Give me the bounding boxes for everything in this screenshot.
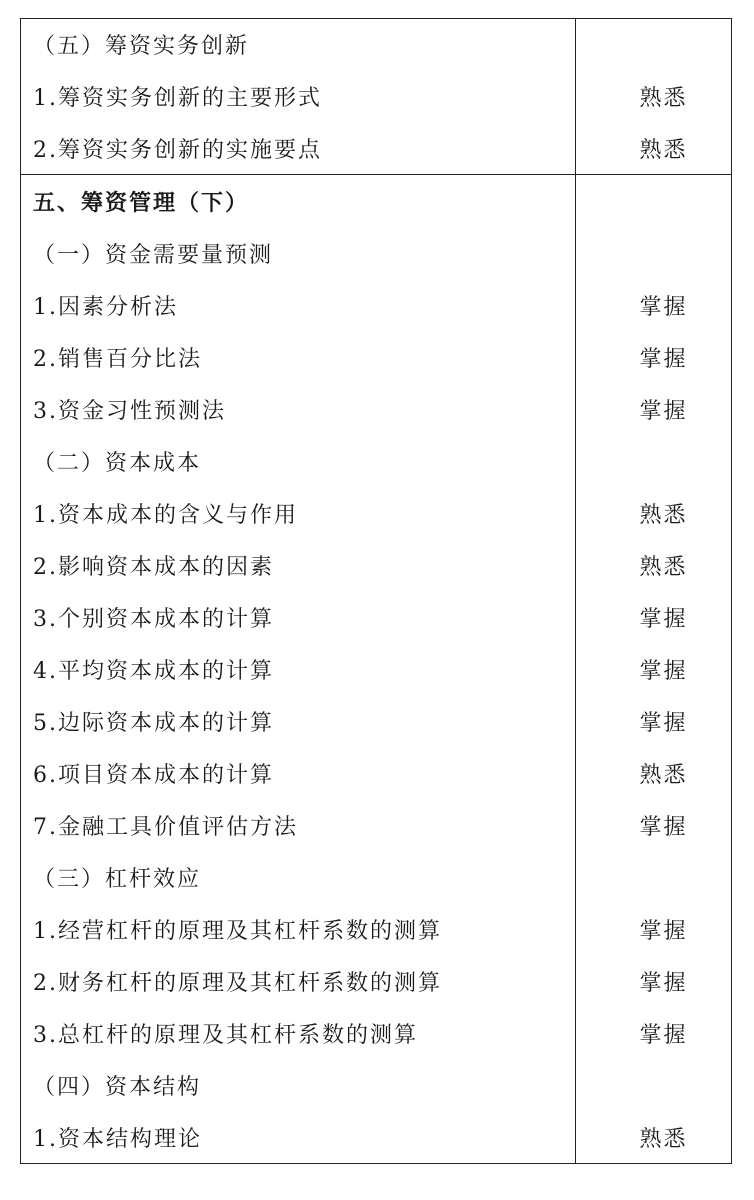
mastery-level: 熟悉 (639, 1126, 688, 1152)
item-title: 2.影响资本成本的因素 (21, 539, 576, 591)
item-title: 1.筹资实务创新的主要形式 (21, 70, 576, 122)
mastery-level: 掌握 (639, 1022, 688, 1048)
mastery-level: 掌握 (639, 606, 688, 632)
mastery-level: 熟悉 (639, 137, 688, 163)
mastery-level: 熟悉 (639, 554, 688, 580)
item-title: 7.金融工具价值评估方法 (21, 799, 576, 851)
table-row (21, 903, 731, 955)
mastery-level: 熟悉 (639, 502, 688, 528)
mastery-level: 掌握 (639, 346, 688, 372)
table-section (21, 174, 731, 1163)
table-row (21, 539, 731, 591)
subsection-heading-row (21, 851, 731, 903)
table-row (21, 799, 731, 851)
item-title: 1.资本结构理论 (21, 1111, 576, 1163)
item-title: （三）杠杆效应 (21, 851, 576, 903)
item-title: 3.资金习性预测法 (21, 383, 576, 435)
mastery-level: 熟悉 (639, 762, 688, 788)
subsection-heading-row (21, 1059, 731, 1111)
mastery-level: 掌握 (639, 814, 688, 840)
table-row (21, 643, 731, 695)
table-row (21, 695, 731, 747)
mastery-level: 掌握 (639, 658, 688, 684)
table-row (21, 70, 731, 122)
item-title: （五）筹资实务创新 (21, 19, 576, 70)
table-row (21, 1111, 731, 1163)
mastery-level: 熟悉 (639, 85, 688, 111)
item-title: 3.个别资本成本的计算 (21, 591, 576, 643)
table-row (21, 331, 731, 383)
syllabus-table (20, 18, 732, 1164)
item-title: 4.平均资本成本的计算 (21, 643, 576, 695)
subsection-heading-row (21, 435, 731, 487)
item-title: 1.因素分析法 (21, 279, 576, 331)
item-title: （一）资金需要量预测 (21, 227, 576, 279)
item-title: 1.经营杠杆的原理及其杠杆系数的测算 (21, 903, 576, 955)
item-title: 1.资本成本的含义与作用 (21, 487, 576, 539)
table-row (21, 1007, 731, 1059)
mastery-level: 掌握 (639, 970, 688, 996)
item-title: （二）资本成本 (21, 435, 576, 487)
mastery-level: 掌握 (639, 294, 688, 320)
subsection-heading-row (21, 19, 731, 70)
item-title: 2.筹资实务创新的实施要点 (21, 122, 576, 174)
mastery-level: 掌握 (639, 398, 688, 424)
mastery-level: 掌握 (639, 710, 688, 736)
table-row (21, 279, 731, 331)
mastery-level: 掌握 (639, 918, 688, 944)
table-section (21, 19, 731, 174)
item-title: 5.边际资本成本的计算 (21, 695, 576, 747)
table-row (21, 122, 731, 174)
table-row (21, 487, 731, 539)
table-row (21, 955, 731, 1007)
item-title: 2.财务杠杆的原理及其杠杆系数的测算 (21, 955, 576, 1007)
item-title: 五、筹资管理（下） (21, 175, 576, 227)
table-row (21, 383, 731, 435)
item-title: 6.项目资本成本的计算 (21, 747, 576, 799)
chapter-heading-row (21, 175, 731, 227)
table-row (21, 747, 731, 799)
table-row (21, 591, 731, 643)
item-title: 2.销售百分比法 (21, 331, 576, 383)
item-title: （四）资本结构 (21, 1059, 576, 1111)
subsection-heading-row (21, 227, 731, 279)
item-title: 3.总杠杆的原理及其杠杆系数的测算 (21, 1007, 576, 1059)
